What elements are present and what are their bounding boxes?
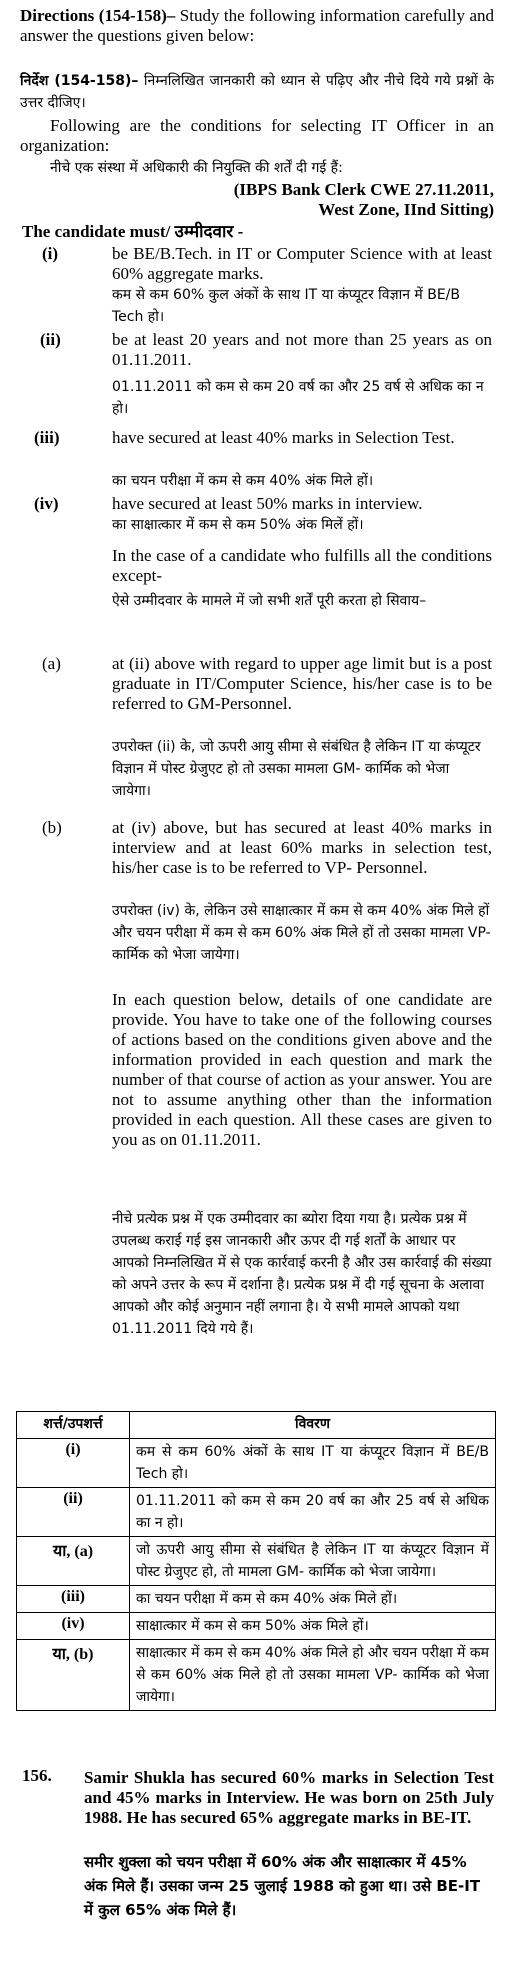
directions-hindi [20, 70, 494, 114]
directions-english [20, 6, 494, 46]
condition-english: have secured at least 50% marks in interview. [112, 494, 423, 513]
condition-number: (iii) [34, 428, 60, 447]
description-cell: साक्षात्कार में कम से कम 50% अंक मिले हों। [130, 1613, 496, 1640]
description-cell: कम से कम 60% अंकों के साथ IT या कंप्यूटर विज्ञान में BE/B Tech हो। [130, 1439, 496, 1488]
instructions-hindi: नीचे प्रत्येक प्रश्न में एक उम्मीदवार का ब्योरा दिया गया है। प्रत्येक प्रश्न में उपलब्ध कराई गई इस जानकारी और ऊपर दी गई शर्तों के आधार पर आपको निम्नलिखित में से एक कार्रवाई करनी है और उस कार्रवाई की संख्या को अपने उत्तर के रूप में दर्शाना है। प्रत्येक प्रश्न में दी गई सूचना के अलावा आपको और कोई अनुमान नहीं लगाना है। ये सभी मामले आपको यथा 01.11.2011 दिये गये हैं। [112, 1211, 492, 1337]
condition-cell: या, (b) [17, 1640, 130, 1711]
table-row [17, 1640, 496, 1711]
conditions-table [16, 1411, 496, 1711]
condition-hindi: कम से कम 60% कुल अंकों के साथ IT या कंप्यूटर विज्ञान में BE/B Tech हो। [112, 287, 461, 325]
question-english: Samir Shukla has secured 60% marks in Selection Test and 45% marks in Interview. He was born on 25th July 1988. He has secured 65% aggregate marks in BE-IT. [84, 1768, 494, 1827]
exception-hindi: उपरोक्त (iv) के, लेकिन उसे साक्षात्कार में कम से कम 40% अंक मिले हों और चयन परीक्षा में कम से कम 60% अंक मिले हों तो उसका मामला VP- कार्मिक को भेजा जायेगा। [112, 903, 491, 963]
question-156 [20, 1766, 494, 1966]
condition-english: have secured at least 40% marks in Selection Test. [112, 428, 455, 447]
condition-english: be at least 20 years and not more than 25 years as on 01.11.2011. [112, 330, 492, 369]
directions-label: Directions (154-158)– [20, 6, 176, 25]
condition-cell: या, (a) [17, 1537, 130, 1586]
condition-number: (i) [42, 244, 59, 263]
condition-iii [20, 428, 494, 492]
directions-text: Study the following information carefully and answer the questions given below: [20, 6, 494, 45]
intro-hindi: नीचे एक संस्था में अधिकारी की नियुक्ति की शर्तें दी गई हैं: [50, 160, 343, 176]
table-row [17, 1488, 496, 1537]
condition-number: (ii) [40, 330, 61, 349]
column-header-details: विवरण [130, 1412, 496, 1439]
column-header-condition: शर्त्त/उपशर्त्त [17, 1412, 130, 1439]
exception-english: at (iv) above, but has secured at least 40% marks in interview and at least 60% marks in selection test, his/her case is to be referred to VP- Personnel. [112, 818, 492, 877]
question-number: 156. [22, 1766, 52, 1785]
question-hindi: समीर शुक्ला को चयन परीक्षा में 60% अंक और साक्षात्कार में 45% अंक मिले हैं। उसका जन्म 25 जुलाई 1988 को हुआ था। उसे BE-IT में कुल 65% अंक मिले हैं। [84, 1853, 481, 1919]
condition-hindi: का साक्षात्कार में कम से कम 50% अंक मिलें हों। [112, 517, 364, 533]
description-cell: का चयन परीक्षा में कम से कम 40% अंक मिले हों। [130, 1586, 496, 1613]
condition-english: be BE/B.Tech. in IT or Computer Science with at least 60% aggregate marks. [112, 244, 492, 283]
condition-iv [20, 494, 494, 538]
table-row [17, 1439, 496, 1488]
table-row [17, 1586, 496, 1613]
condition-cell: (ii) [17, 1488, 130, 1537]
except-english: In the case of a candidate who fulfills all the conditions except- [112, 546, 492, 585]
directions-hindi-label: निर्देश (154-158)– [20, 73, 139, 89]
description-cell: साक्षात्कार में कम से कम 40% अंक मिले हो और चयन परीक्षा में कम से कम 60% अंक मिले हो तो उसका मामला VP- कार्मिक को भेजा जायेगा। [130, 1640, 496, 1711]
description-cell: जो ऊपरी आयु सीमा से संबंधित है लेकिन IT या कंप्यूटर विज्ञान में पोस्ट ग्रेजुएट हो, तो मामला GM- कार्मिक को भेजा जायेगा। [130, 1537, 496, 1586]
condition-number: (iv) [34, 494, 59, 513]
intro-english: Following are the conditions for selecting IT Officer in an organization: [20, 116, 494, 155]
table-header-row [17, 1412, 496, 1439]
exception-hindi: उपरोक्त (ii) के, जो ऊपरी आयु सीमा से संबंधित है लेकिन IT या कंप्यूटर विज्ञान में पोस्ट ग्रेजुएट हो तो उसका मामला GM- कार्मिक को भेजा जायेगा। [112, 739, 481, 799]
condition-ii [20, 330, 494, 420]
exception-english: at (ii) above with regard to upper age limit but is a post graduate in IT/Computer Science, his/her case is to be referred to GM-Personnel. [112, 654, 492, 713]
condition-cell: (i) [17, 1439, 130, 1488]
description-cell: 01.11.2011 को कम से कम 20 वर्ष का और 25 वर्ष से अधिक का न हो। [130, 1488, 496, 1537]
condition-hindi: 01.11.2011 को कम से कम 20 वर्ष का और 25 वर्ष से अधिक का न हो। [112, 379, 484, 417]
condition-cell: (iii) [17, 1586, 130, 1613]
exception-a [20, 654, 494, 814]
condition-cell: (iv) [17, 1613, 130, 1640]
condition-hindi: का चयन परीक्षा में कम से कम 40% अंक मिले हों। [112, 473, 374, 489]
instructions-english: In each question below, details of one candidate are provide. You have to take one of the following courses of actions based on the conditions given above and the information provided in each question and mark the number of that course of action as your answer. You are not to assume anything other than the information provided in each question. All these cases are given to you as on 01.11.2011. [112, 990, 492, 1149]
condition-i [20, 244, 494, 328]
source-line-1: (IBPS Bank Clerk CWE 27.11.2011, [233, 180, 494, 199]
source-line-2: West Zone, IInd Sitting) [318, 200, 494, 219]
table-row [17, 1613, 496, 1640]
table-row [17, 1537, 496, 1586]
candidate-must-heading: The candidate must/ उम्मीदवार - [22, 222, 244, 241]
exception-number: (b) [42, 818, 62, 837]
except-hindi: ऐसे उम्मीदवार के मामले में जो सभी शर्तें पूरी करता हो सिवाय– [112, 593, 427, 609]
directions-hindi-text: निम्नलिखित जानकारी को ध्यान से पढ़िए और नीचे दिये गये प्रश्नों के उत्तर दीजिए। [20, 73, 495, 111]
exception-number: (a) [42, 654, 61, 673]
exception-b [20, 818, 494, 1337]
